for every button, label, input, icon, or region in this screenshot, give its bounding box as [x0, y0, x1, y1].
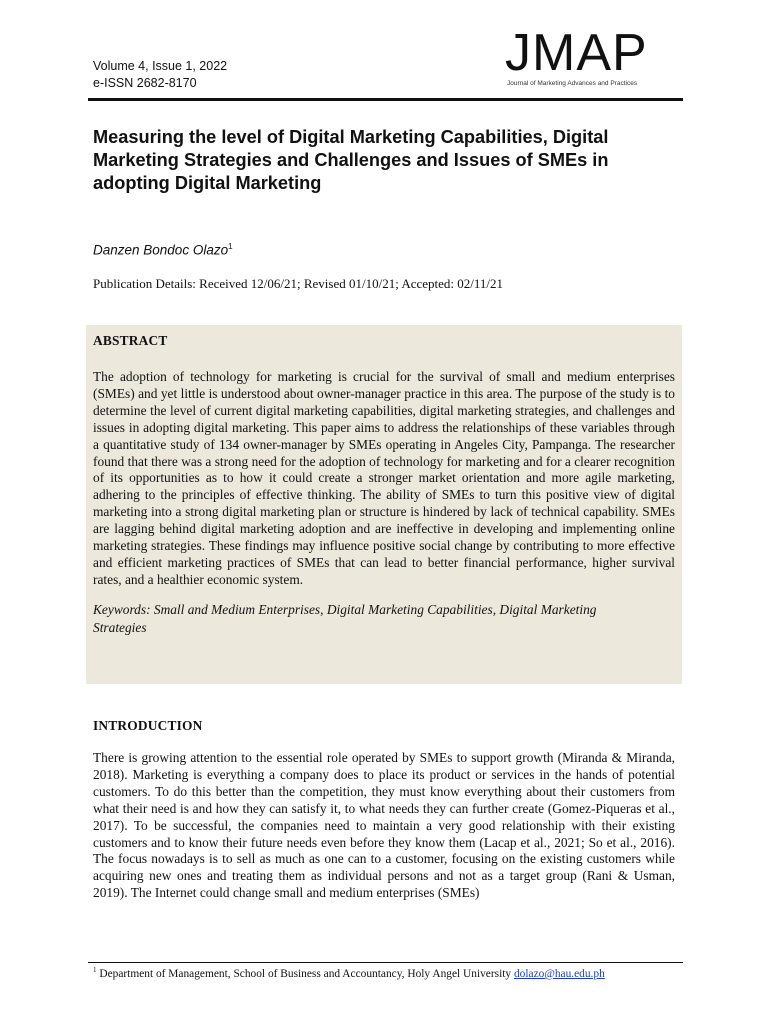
- author-footnote-mark: 1: [228, 242, 233, 251]
- author-email-link[interactable]: dolazo@hau.edu.ph: [513, 967, 605, 980]
- issn: e-ISSN 2682-8170: [93, 76, 197, 90]
- header-divider: [88, 98, 683, 101]
- journal-volume-info: [93, 58, 227, 92]
- volume-issue: Volume 4, Issue 1, 2022: [93, 59, 228, 73]
- footnote-divider: [88, 962, 683, 963]
- footnote-affiliation: Department of Management, School of Business and Accountancy, Holy Angel University: [96, 967, 514, 980]
- introduction-body: There is growing attention to the essential role operated by SMEs to support growth (Miranda & Miranda, 2018). Marketing is everything a company does to place its product or services in the hands of potential customers. To do this better than the competition, they must know everything about their customers from what their need is and how they can satisfy it, to what needs they can further create (Gomez-Piqueras et al., 2017). To be successful, the companies need to maintain a very good relationship with their existing customers and to know their future needs even before they know them (Lacap et al., 2021; So et al., 2016). The focus nowadays is to sell as much as one can to a customer, focusing on the existing customers while acquiring new ones and treating them as individual persons and not as a target group (Rani & Usman, 2019). The Internet could change small and medium enterprises (SMEs): [93, 750, 675, 901]
- journal-logo: [505, 24, 660, 87]
- keywords: Keywords: Small and Medium Enterprises, Digital Marketing Capabilities, Digital Marketing Strategies: [93, 601, 597, 635]
- paper-title: Measuring the level of Digital Marketing Capabilities, Digital Marketing Strategies and Challenges and Issues of SMEs in adopting Digital Marketing: [93, 127, 609, 193]
- abstract-body: The adoption of technology for marketing is crucial for the survival of small and medium enterprises (SMEs) and yet little is understood about owner-manager practice in this area. The purpose of the study is to determine the level of current digital marketing capabilities, digital marketing strategies, and challenges and issues in adopting digital marketing. This paper aims to address the relationships of these variables through a quantitative study of 134 owner-manager by SMEs operating in Angeles City, Pampanga. The researcher found that there was a strong need for the adoption of technology for marketing and for a clearer recognition of its opportunities as to how it could create a stronger market orientation and more agile marketing, adhering to the principles of effective thinking. The ability of SMEs to turn this positive view of digital marketing into a strong digital marketing plan or structure is hindered by lack of technical capability. SMEs are lagging behind digital marketing adoption and are ineffective in developing and implementing online marketing strategies. These findings may influence positive social change by contributing to more effective and efficient marketing practices of SMEs that can lead to better financial performance, higher survival rates, and a healthier economic system.: [93, 369, 675, 587]
- abstract-heading: ABSTRACT: [93, 333, 168, 348]
- author-name: Danzen Bondoc Olazo: [93, 242, 229, 258]
- footnote-mark: 1: [93, 966, 97, 974]
- logo-subtitle: Journal of Marketing Advances and Practices: [507, 80, 638, 87]
- abstract-box: [86, 325, 682, 684]
- footnote: [93, 966, 683, 980]
- introduction-heading: INTRODUCTION: [93, 718, 203, 733]
- publication-details: Publication Details: Received 12/06/21; Revised 01/10/21; Accepted: 02/11/21: [93, 276, 504, 291]
- author-line: [93, 242, 233, 258]
- logo-text: JMAP: [505, 24, 648, 82]
